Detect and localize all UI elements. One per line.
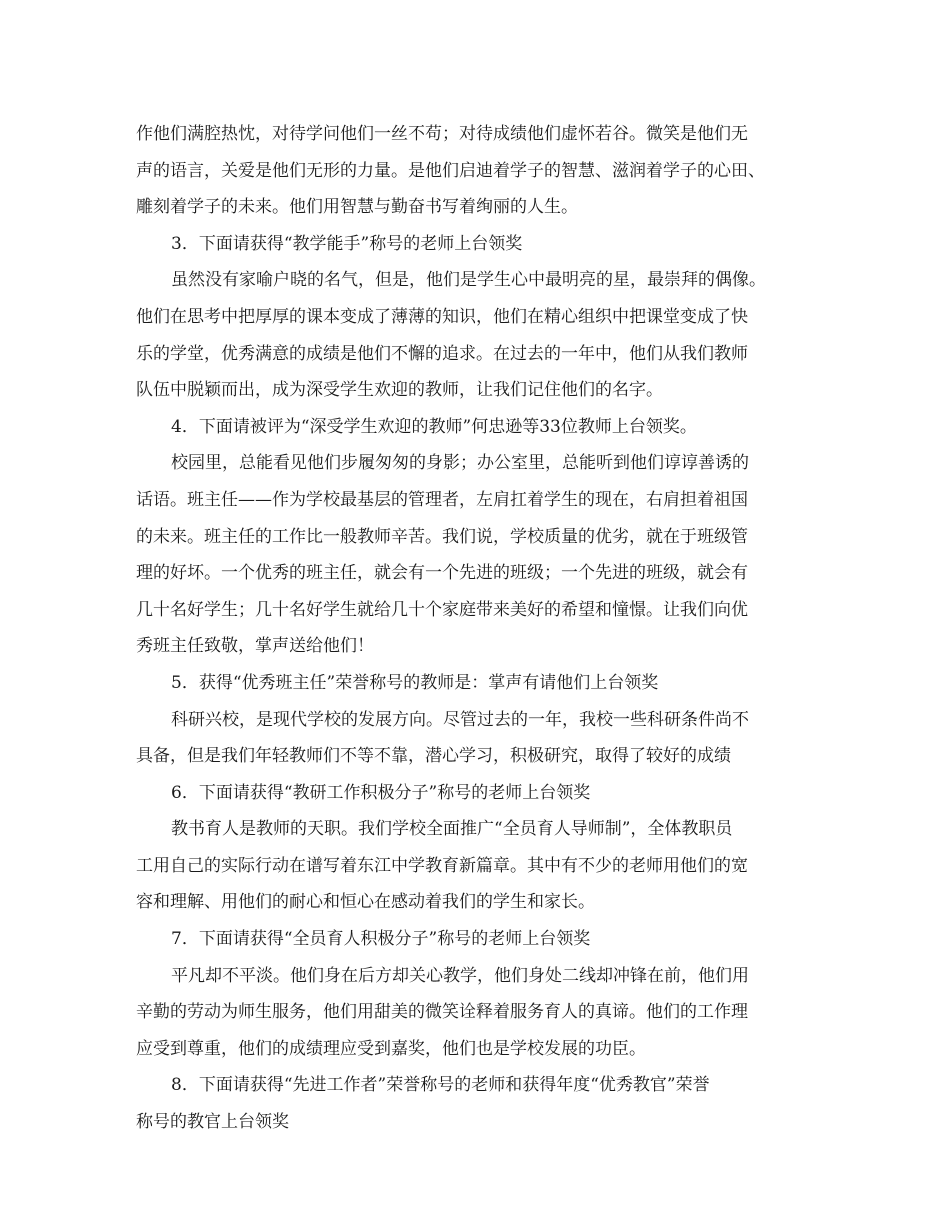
text-line: 称号的教官上台领奖 (136, 1112, 289, 1133)
text-line: 4．下面请被评为“深受学生欢迎的教师”何忠逊等33位教师上台领奖。 (171, 416, 697, 437)
text-line: 6．下面请获得“教研工作积极分子”称号的老师上台领奖 (171, 782, 591, 803)
text-line: 3．下面请获得“教学能手”称号的老师上台领奖 (171, 233, 523, 254)
text-line: 应受到尊重，他们的成绩理应受到嘉奖，他们也是学校发展的功臣。 (136, 1038, 646, 1059)
text-line: 话语。班主任——作为学校最基层的管理者，左肩扛着学生的现在，右肩担着祖国 (136, 489, 748, 510)
text-line: 具备，但是我们年轻教师们不等不靠，潜心学习，积极研究，取得了较好的成绩 (136, 746, 731, 767)
text-line: 科研兴校，是现代学校的发展方向。尽管过去的一年，我校一些科研条件尚不 (171, 709, 749, 730)
text-line: 作他们满腔热忱，对待学问他们一丝不苟；对待成绩他们虚怀若谷。微笑是他们无 (136, 124, 748, 144)
text-line: 队伍中脱颖而出，成为深受学生欢迎的教师，让我们记住他们的名字。 (136, 380, 663, 401)
text-line: 他们在思考中把厚厚的课本变成了薄薄的知识，他们在精心组织中把课堂变成了快 (136, 306, 748, 327)
text-line: 理的好坏。一个优秀的班主任，就会有一个先进的班级；一个先进的班级，就会有 (136, 563, 748, 584)
text-line: 雕刻着学子的未来。他们用智慧与勤奋书写着绚丽的人生。 (136, 197, 578, 218)
text-line: 声的语言，关爱是他们无形的力量。是他们启迪着学子的智慧、滋润着学子的心田、 (136, 160, 765, 181)
text-line: 7．下面请获得“全员育人积极分子”称号的老师上台领奖 (171, 929, 591, 950)
text-line: 几十名好学生；几十名好学生就给几十个家庭带来美好的希望和憧憬。让我们向优 (136, 599, 748, 620)
text-line: 虽然没有家喻户晓的名气，但是，他们是学生心中最明亮的星，最崇拜的偶像。 (171, 270, 766, 291)
text-line: 乐的学堂，优秀满意的成绩是他们不懈的追求。在过去的一年中，他们从我们教师 (136, 343, 748, 364)
text-line: 容和理解、用他们的耐心和恒心在感动着我们的学生和家长。 (136, 892, 595, 913)
text-line: 教书育人是教师的天职。我们学校全面推广“全员育人导师制”，全体教职员 (171, 819, 733, 840)
text-line: 5．获得“优秀班主任”荣誉称号的教师是：掌声有请他们上台领奖 (171, 672, 659, 693)
text-line: 辛勤的劳动为师生服务，他们用甜美的微笑诠释着服务育人的真谛。他们的工作理 (136, 1002, 748, 1023)
text-line: 秀班主任致敬，掌声送给他们！ (136, 636, 374, 657)
text-line: 工用自己的实际行动在谱写着东江中学教育新篇章。其中有不少的老师用他们的宽 (136, 855, 748, 876)
text-line: 校园里，总能看见他们步履匆匆的身影；办公室里，总能听到他们谆谆善诱的 (171, 453, 749, 474)
text-line: 平凡却不平淡。他们身在后方却关心教学，他们身处二线却冲锋在前，他们用 (171, 965, 749, 986)
document-body (136, 0, 816, 1141)
text-line: 8．下面请获得“先进工作者”荣誉称号的老师和获得年度“优秀教官”荣誉 (171, 1075, 710, 1096)
document-page (136, 0, 816, 1230)
text-line: 的未来。班主任的工作比一般教师辛苦。我们说，学校质量的优劣，就在于班级管 (136, 526, 748, 547)
